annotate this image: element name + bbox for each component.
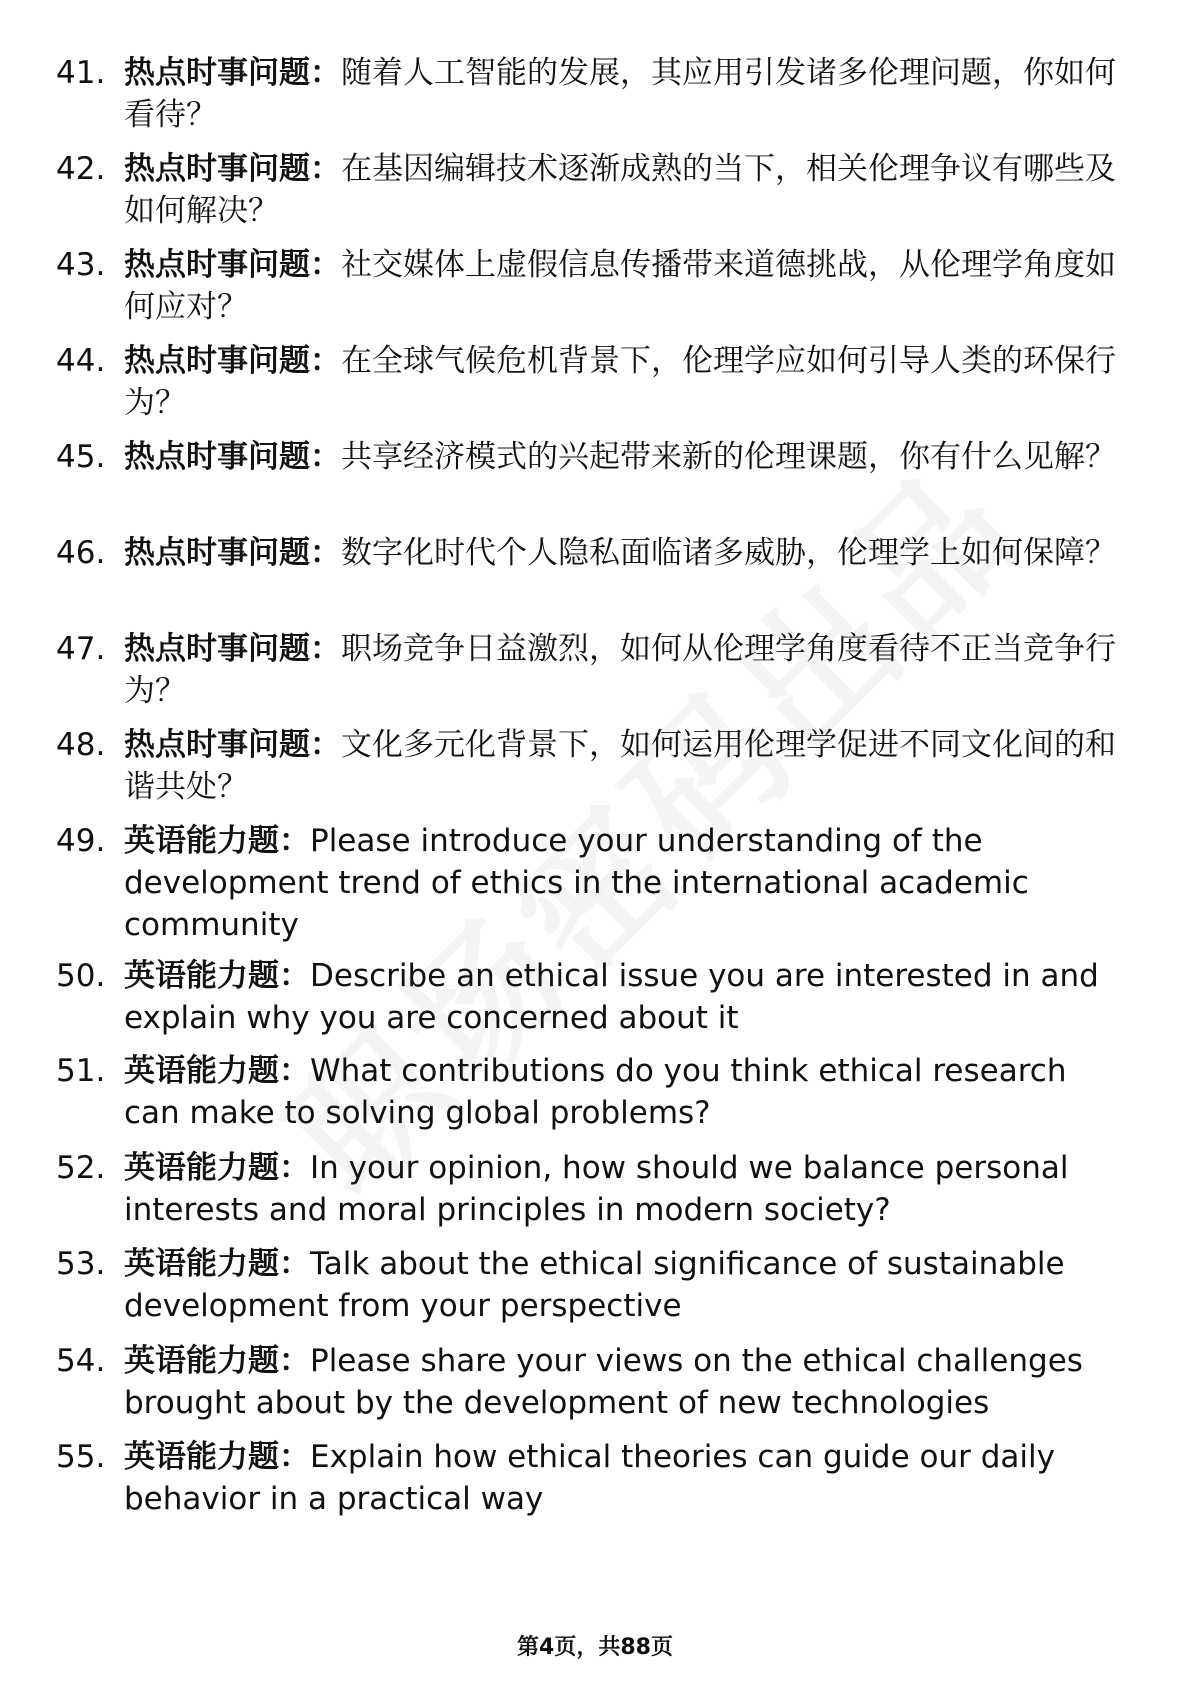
question-category: 热点时事问题 [124,55,310,91]
category-separator: ： [310,535,341,571]
category-separator: ： [310,151,341,187]
question-text: 在全球气候危机背景下，伦理学应如何引导人类的环保行为？ [124,343,1116,421]
category-separator: ： [279,1343,310,1379]
question-category: 英语能力题 [124,823,279,859]
question-category: 热点时事问题 [124,631,310,667]
category-separator: ： [310,631,341,667]
question-body [124,52,1124,136]
question-body [124,724,1124,808]
category-separator: ： [279,958,310,994]
question-body [124,1050,1124,1134]
question-number: 45. [56,439,106,475]
question-body [124,1436,1124,1520]
question-category: 英语能力题 [124,1439,279,1475]
question-number: 50. [56,958,106,994]
question-category: 热点时事问题 [124,535,310,571]
category-separator: ： [310,247,341,283]
question-category: 热点时事问题 [124,151,310,187]
question-body [124,532,1124,574]
question-text: 数字化时代个人隐私面临诸多威胁，伦理学上如何保障？ [341,535,1116,571]
question-number: 53. [56,1246,106,1282]
category-separator: ： [279,1246,310,1282]
question-category: 热点时事问题 [124,343,310,379]
question-text: Talk about the ethical significance of sustainable development from your perspective [124,1246,1065,1324]
question-category: 热点时事问题 [124,727,310,763]
question-body [124,148,1124,232]
question-number: 47. [56,631,106,667]
question-text: 职场竞争日益激烈，如何从伦理学角度看待不正当竞争行为？ [124,631,1116,709]
category-separator: ： [279,1053,310,1089]
question-number: 52. [56,1150,106,1186]
category-separator: ： [279,1150,310,1186]
question-body [124,340,1124,424]
question-text: Describe an ethical issue you are interested in and explain why you are concerned about it [124,958,1099,1036]
category-separator: ： [310,439,341,475]
question-body [124,628,1124,712]
question-text: 随着人工智能的发展，其应用引发诸多伦理问题，你如何看待？ [124,55,1116,133]
question-text: In your opinion, how should we balance personal interests and moral principles in modern society? [124,1150,1069,1228]
question-number: 46. [56,535,106,571]
question-number: 43. [56,247,106,283]
category-separator: ： [279,1439,310,1475]
question-body [124,1243,1124,1327]
question-text: 文化多元化背景下，如何运用伦理学促进不同文化间的和谐共处？ [124,727,1116,805]
question-category: 热点时事问题 [124,247,310,283]
question-text: 在基因编辑技术逐渐成熟的当下，相关伦理争议有哪些及如何解决？ [124,151,1116,229]
question-text: Please introduce your understanding of the development trend of ethics in the international academic community [124,823,1029,943]
category-separator: ： [279,823,310,859]
question-number: 41. [56,55,106,91]
question-category: 英语能力题 [124,1150,279,1186]
question-category: 英语能力题 [124,1053,279,1089]
question-number: 55. [56,1439,106,1475]
question-category: 热点时事问题 [124,439,310,475]
question-category: 英语能力题 [124,1343,279,1379]
category-separator: ： [310,55,341,91]
page-footer: 第4页，共88页 [517,1635,673,1660]
question-text: Explain how ethical theories can guide our daily behavior in a practical way [124,1439,1055,1517]
question-number: 51. [56,1053,106,1089]
question-body [124,955,1124,1039]
question-text: Please share your views on the ethical challenges brought about by the development of new technologies [124,1343,1083,1421]
question-body [124,820,1124,946]
question-body [124,1147,1124,1231]
question-category: 英语能力题 [124,958,279,994]
category-separator: ： [310,727,341,763]
question-number: 54. [56,1343,106,1379]
question-text: 社交媒体上虚假信息传播带来道德挑战，从伦理学角度如何应对？ [124,247,1116,325]
question-text: 共享经济模式的兴起带来新的伦理课题，你有什么见解？ [341,439,1116,475]
question-body [124,436,1124,478]
question-category: 英语能力题 [124,1246,279,1282]
question-text: What contributions do you think ethical research can make to solving global problems? [124,1053,1067,1131]
question-body [124,1340,1124,1424]
category-separator: ： [310,343,341,379]
question-number: 49. [56,823,106,859]
question-body [124,244,1124,328]
question-number: 44. [56,343,106,379]
question-number: 42. [56,151,106,187]
question-number: 48. [56,727,106,763]
